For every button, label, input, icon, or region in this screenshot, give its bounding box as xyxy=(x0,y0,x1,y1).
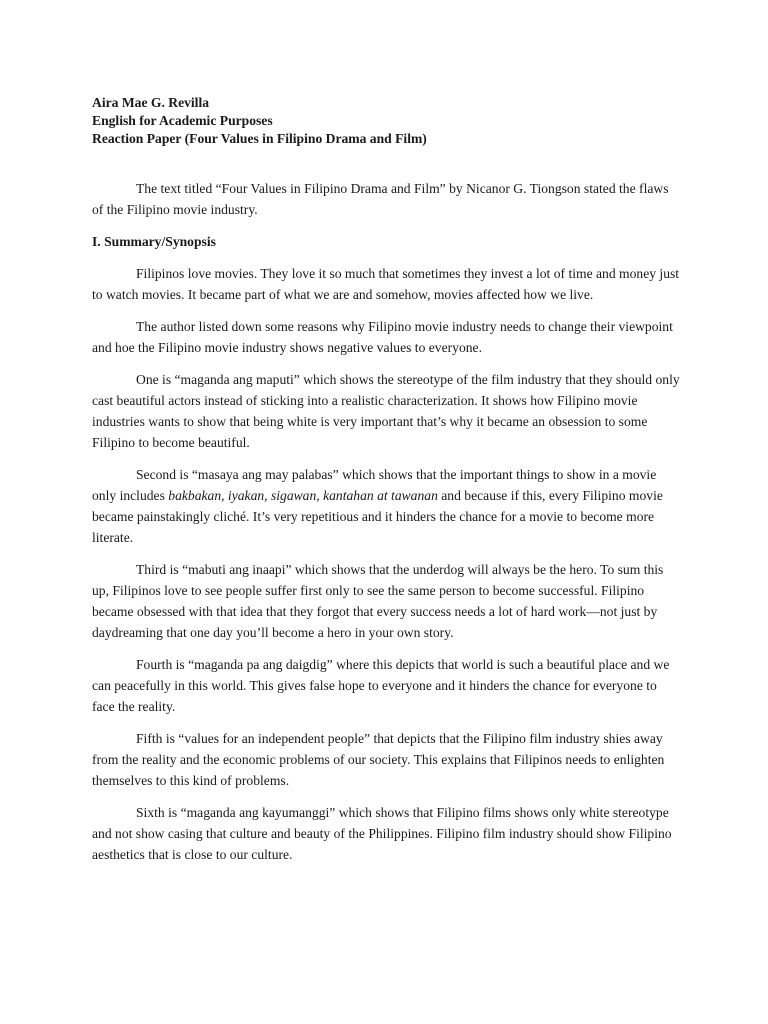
section-heading: I. Summary/Synopsis xyxy=(92,234,216,249)
paragraph-4-text-after: and because if this, every Filipino movie became painstakingly cliché. It’s very repetitious and it hinders the chance for a movie to become more literate. xyxy=(92,488,663,545)
paragraph-5: Third is “mabuti ang inaapi” which shows that the underdog will always be the hero. To sum this up, Filipinos love to see people suffer first only to see the same person to become successful. Filipino became obsessed with that idea that they forgot that every success needs a lot of hard work—not just by daydreaming that one day you’ll become a hero in your own story. xyxy=(92,562,664,640)
paragraph-2: The author listed down some reasons why Filipino movie industry needs to change their viewpoint and hoe the Filipino movie industry shows negative values to everyone. xyxy=(92,319,673,355)
paragraph-6: Fourth is “maganda pa ang daigdig” where this depicts that world is such a beautiful place and we can peacefully in this world. This gives false hope to everyone and it hinders the chance for everyone to face the reality. xyxy=(92,657,670,714)
document-header xyxy=(92,94,682,148)
paragraph-1: Filipinos love movies. They love it so much that sometimes they invest a lot of time and money just to watch movies. It became part of what we are and somehow, movies affected how we live. xyxy=(92,266,680,302)
paragraph-3: One is “maganda ang maputi” which shows the stereotype of the film industry that they should only cast beautiful actors instead of sticking into a realistic characterization. It shows how Filipino movie industries wants to show that being white is very important that’s why it became an obsession to some Filipino to become beautiful. xyxy=(92,372,680,450)
intro-paragraph: The text titled “Four Values in Filipino Drama and Film” by Nicanor G. Tiongson stated the flaws of the Filipino movie industry. xyxy=(92,181,669,217)
course-name: English for Academic Purposes xyxy=(92,113,273,128)
paragraph-4-italic-text: bakbakan, iyakan, sigawan, kantahan at tawanan xyxy=(168,488,438,503)
paragraph-8: Sixth is “maganda ang kayumanggi” which shows that Filipino films shows only white stereotype and not show casing that culture and beauty of the Philippines. Filipino film industry should show Filipino aesthetics that is close to our culture. xyxy=(92,805,672,862)
paragraph-4 xyxy=(92,464,682,548)
assignment-title: Reaction Paper (Four Values in Filipino Drama and Film) xyxy=(92,131,427,146)
document-body xyxy=(92,94,682,876)
author-name: Aira Mae G. Revilla xyxy=(92,95,210,110)
paragraph-4-text-before: Second is “masaya ang may palabas” which shows that the important things to show in a movie only includes xyxy=(92,467,657,503)
paragraph-7: Fifth is “values for an independent people” that depicts that the Filipino film industry shies away from the reality and the economic problems of our society. This explains that Filipinos needs to enlighten themselves to this kind of problems. xyxy=(92,731,665,788)
